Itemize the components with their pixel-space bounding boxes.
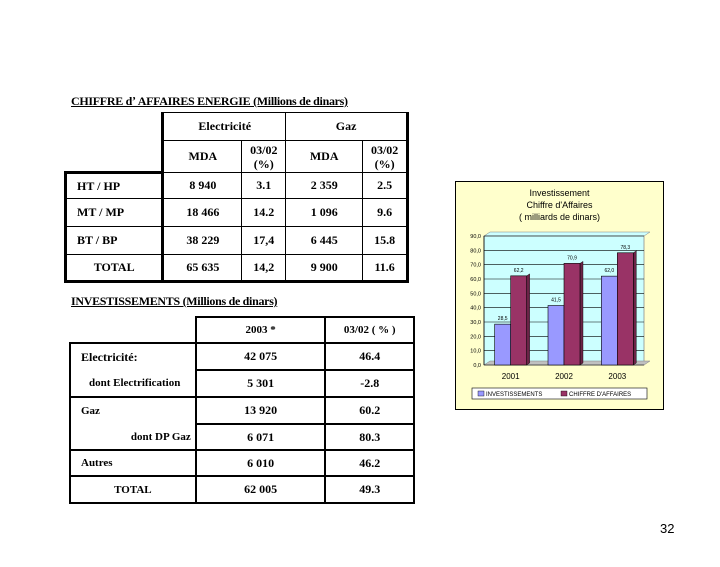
cell-2003: 6 010 [196,450,326,476]
bar-side [527,274,530,365]
row-label: dont Electrification [70,370,196,397]
x-tick-label: 2003 [608,372,627,381]
bar-side [580,261,583,365]
col-header-elec-ratio-line1: 03/02 [250,142,278,157]
bar-chiffre-affaires [617,253,633,365]
x-tick-label: 2001 [501,372,520,381]
row-label: dont DP Gaz [70,424,196,450]
row-label: Gaz [70,397,196,424]
y-tick-label: 60,0 [470,277,481,283]
energy-group-header-row [66,113,408,141]
energy-section-title: CHIFFRE dʼ AFFAIRES ENERGIE (Millions de dinars) [71,94,348,108]
cell-gaz-mda: 2 359 [286,173,363,199]
y-tick-label: 90,0 [470,234,481,240]
group-header-gaz: Gaz [286,113,408,141]
cell-ratio: 46.2 [325,450,414,476]
row-label: Autres [70,450,196,476]
table-row [70,370,414,397]
bar-data-label: 62,2 [513,267,524,274]
investment-revenue-chart [455,181,664,410]
cell-2003: 5 301 [196,370,326,397]
cell-elec-pct: 14,2 [242,255,286,282]
chart-wall-top [484,232,650,236]
y-tick-label: 50,0 [470,291,481,298]
cell-gaz-mda: 1 096 [286,199,363,227]
investments-table [69,316,415,504]
y-tick-label: 0,0 [473,363,481,369]
cell-elec-mda: 38 229 [163,227,242,255]
table-row [70,397,414,424]
page-number: 32 [660,521,675,536]
chart-title-line3: ( milliards de dinars) [518,212,601,222]
bar-investissements [548,306,564,365]
row-label: Electricité: [70,343,196,370]
col-header-2003: 2003 * [196,317,326,343]
cell-elec-pct: 3.1 [242,173,286,199]
cell-ratio: -2.8 [325,370,414,397]
table-row-total [66,255,408,282]
x-tick-label: 2002 [555,372,573,381]
col-header-gaz-ratio-line1: 03/02 [370,142,399,157]
table-row [70,343,414,370]
col-header-gaz-ratio [363,141,408,173]
chart-title-line1: Investissement [529,188,590,198]
table-row [70,424,414,450]
row-label: TOTAL [66,255,163,282]
bar-data-label: 41,5 [551,297,561,304]
cell-gaz-pct: 15.8 [363,227,408,255]
y-tick-label: 70,0 [470,262,481,269]
cell-elec-pct: 17,4 [242,227,286,255]
bar-chiffre-affaires [564,263,580,365]
col-header-elec-ratio-line2: (%) [253,156,274,171]
bar-data-label: 62,0 [604,268,615,275]
legend-swatch [478,391,484,396]
col-header-gaz-ratio-line2: (%) [374,156,395,171]
y-tick-label: 10,0 [470,348,481,355]
col-header-elec-ratio [242,141,286,173]
cell-2003: 42 075 [196,343,326,370]
cell-elec-mda: 8 940 [163,173,242,199]
y-tick-label: 30,0 [470,320,481,326]
cell-elec-mda: 18 466 [163,199,242,227]
cell-2003: 13 920 [196,397,326,424]
cell-ratio: 46.4 [325,343,414,370]
col-header-elec-mda: MDA [163,141,242,173]
cell-elec-mda: 65 635 [163,255,242,282]
cell-2003: 62 005 [196,476,326,503]
table-row [66,199,408,227]
cell-ratio: 49.3 [325,476,414,503]
cell-gaz-pct: 9.6 [363,199,408,227]
row-label: HT / HP [66,173,163,199]
invest-header-row [70,317,414,343]
row-label: MT / MP [66,199,163,227]
bar-side [633,251,636,365]
cell-gaz-mda: 6 445 [286,227,363,255]
y-tick-label: 80,0 [470,248,481,255]
chart-title-line2: Chiffre d'Affaires [526,200,593,210]
cell-ratio: 80.3 [325,424,414,450]
table-row-total [70,476,414,503]
energy-revenue-table [64,112,409,283]
chart-plot [456,182,663,409]
bar-investissements [495,324,511,365]
table-row [66,227,408,255]
bar-chiffre-affaires [511,276,527,365]
row-label: TOTAL [70,476,196,503]
legend-label: INVESTISSEMENTS [486,392,543,398]
invest-section-title: INVESTISSEMENTS (Millions de dinars) [71,294,278,308]
legend-swatch [561,391,567,396]
table-row [70,450,414,476]
cell-gaz-pct: 11.6 [363,255,408,282]
y-tick-label: 20,0 [470,334,481,341]
legend-label: CHIFFRE D'AFFAIRES [569,392,632,398]
cell-elec-pct: 14.2 [242,199,286,227]
energy-column-header-row [66,141,408,173]
cell-ratio: 60.2 [325,397,414,424]
group-header-electricite: Electricité [163,113,286,141]
y-tick-label: 40,0 [470,305,481,312]
col-header-gaz-mda: MDA [286,141,363,173]
cell-2003: 6 071 [196,424,326,450]
bar-investissements [601,276,617,365]
bar-data-label: 78,3 [620,244,631,251]
bar-data-label: 28,5 [497,316,508,323]
cell-gaz-mda: 9 900 [286,255,363,282]
row-label: BT / BP [66,227,163,255]
cell-gaz-pct: 2.5 [363,173,408,199]
table-row [66,173,408,199]
col-header-ratio: 03/02 ( % ) [325,317,414,343]
bar-data-label: 70,9 [567,255,577,262]
